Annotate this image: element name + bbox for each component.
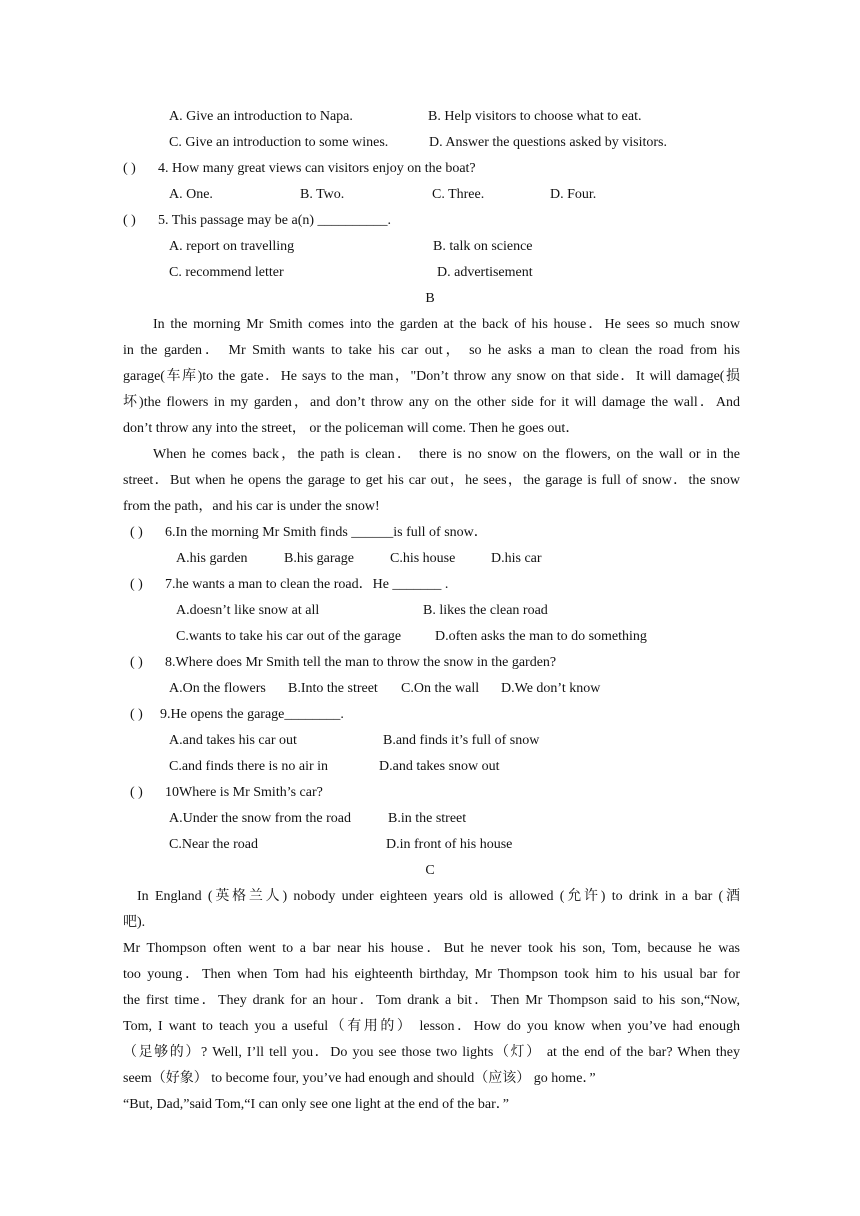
q7-option-d: D.often asks the man to do something xyxy=(435,629,647,644)
q7-bracket: ( ) xyxy=(130,577,143,592)
q7-option-a: A.doesn’t like snow at all xyxy=(176,603,320,618)
section-b-title: B xyxy=(425,291,435,306)
q9-option-b: B.and finds it’s full of snow xyxy=(383,733,540,748)
q5-option-d: D. advertisement xyxy=(437,265,533,280)
q7-option-c: C.wants to take his car out of the garage xyxy=(176,629,402,644)
q6-option-d: D.his car xyxy=(491,551,542,566)
section-b-p2-line: street．But when he opens the garage to get his car out，he sees，the garage is full of snow．the snow xyxy=(123,473,740,488)
q5-option-a: A. report on travelling xyxy=(169,239,295,254)
section-b-p2-line: When he comes back，the path is clean． there is no snow on the flowers, on the wall or in the xyxy=(153,447,740,462)
q9-option-d: D.and takes snow out xyxy=(379,759,500,774)
q10-option-b: B.in the street xyxy=(388,811,467,826)
section-b-p1-line: 坏)the flowers in my garden，and don’t throw any on the other side for it will damage the wall．And xyxy=(123,395,740,410)
q8-stem: 8.Where does Mr Smith tell the man to throw the snow in the garden? xyxy=(165,655,557,670)
q3-option-a: A. Give an introduction to Napa. xyxy=(169,109,353,124)
q5-option-c: C. recommend letter xyxy=(169,265,284,280)
section-c-line: “But, Dad,”said Tom,“I can only see one light at the end of the bar．” xyxy=(123,1097,509,1112)
q10-option-d: D.in front of his house xyxy=(386,837,513,852)
section-b-p1-line: In the morning Mr Smith comes into the garden at the back of his house．He sees so much snow xyxy=(153,317,740,332)
q3-option-d: D. Answer the questions asked by visitors. xyxy=(429,135,667,150)
q10-bracket: ( ) xyxy=(130,785,143,800)
q6-stem: 6.In the morning Mr Smith finds ______is full of snow． xyxy=(165,525,488,540)
section-c-line: seem（好象） to become four, you’ve had enough and should（应该） go home．” xyxy=(123,1071,596,1086)
section-b-p1-line: don’t throw any into the street， or the policeman will come. Then he goes out． xyxy=(123,421,580,436)
section-c-line: 吧). xyxy=(123,915,146,930)
q10-option-c: C.Near the road xyxy=(169,837,259,852)
q9-option-a: A.and takes his car out xyxy=(169,733,297,748)
q5-bracket: ( ) xyxy=(123,213,136,228)
section-c-line: the first time．They drank for an hour．Tom drank a bit．Then Mr Thompson said to his son,“Now, xyxy=(123,993,740,1008)
section-c-line: （足够的）? Well, I’ll tell you．Do you see those two lights（灯） at the end of the bar? When they xyxy=(123,1045,740,1060)
q8-option-b: B.Into the street xyxy=(288,681,378,696)
q5-option-b: B. talk on science xyxy=(433,239,533,254)
q9-option-c: C.and finds there is no air in xyxy=(169,759,329,774)
q9-bracket: ( ) xyxy=(130,707,143,722)
q3-option-b: B. Help visitors to choose what to eat. xyxy=(428,109,642,124)
q4-stem: 4. How many great views can visitors enjoy on the boat? xyxy=(158,161,476,176)
q8-option-d: D.We don’t know xyxy=(501,681,601,696)
q10-option-a: A.Under the snow from the road xyxy=(169,811,351,826)
q8-option-c: C.On the wall xyxy=(401,681,480,696)
section-c-line: Mr Thompson often went to a bar near his house．But he never took his son, Tom, because he was xyxy=(123,941,740,956)
q4-option-a: A. One. xyxy=(169,187,213,202)
q4-option-b: B. Two. xyxy=(300,187,345,202)
section-b-p1-line: garage(车库)to the gate．He says to the man，"Don’t throw any snow on that side．It will damage(损 xyxy=(123,369,740,384)
q4-option-c: C. Three. xyxy=(432,187,485,202)
section-c-line: Tom, I want to teach you a useful（有用的） lesson．How do you know when you’ve had enough xyxy=(123,1019,740,1034)
q6-option-a: A.his garden xyxy=(176,551,248,566)
q5-stem: 5. This passage may be a(n) __________. xyxy=(158,213,392,228)
q6-bracket: ( ) xyxy=(130,525,143,540)
q9-stem: 9.He opens the garage________. xyxy=(160,707,344,722)
section-c-line: too young．Then when Tom had his eighteenth birthday, Mr Thompson took him to his usual bar for xyxy=(123,967,740,982)
q3-option-c: C. Give an introduction to some wines. xyxy=(169,135,389,150)
section-c-title: C xyxy=(425,863,435,878)
q7-stem: 7.he wants a man to clean the road．He _______ . xyxy=(165,577,449,592)
q4-option-d: D. Four. xyxy=(550,187,597,202)
section-c-line: In England (英格兰人) nobody under eighteen years old is allowed (允许) to drink in a bar (酒 xyxy=(137,889,740,904)
section-b-p2-line: from the path，and his car is under the snow! xyxy=(123,499,380,514)
q6-option-b: B.his garage xyxy=(284,551,354,566)
q8-bracket: ( ) xyxy=(130,655,143,670)
q7-option-b: B. likes the clean road xyxy=(423,603,548,618)
section-b-p1-line: in the garden． Mr Smith wants to take his car out， so he asks a man to clean the road from his xyxy=(123,343,740,358)
q8-option-a: A.On the flowers xyxy=(169,681,266,696)
q4-bracket: ( ) xyxy=(123,161,136,176)
q6-option-c: C.his house xyxy=(390,551,456,566)
q10-stem: 10Where is Mr Smith’s car? xyxy=(165,785,323,800)
